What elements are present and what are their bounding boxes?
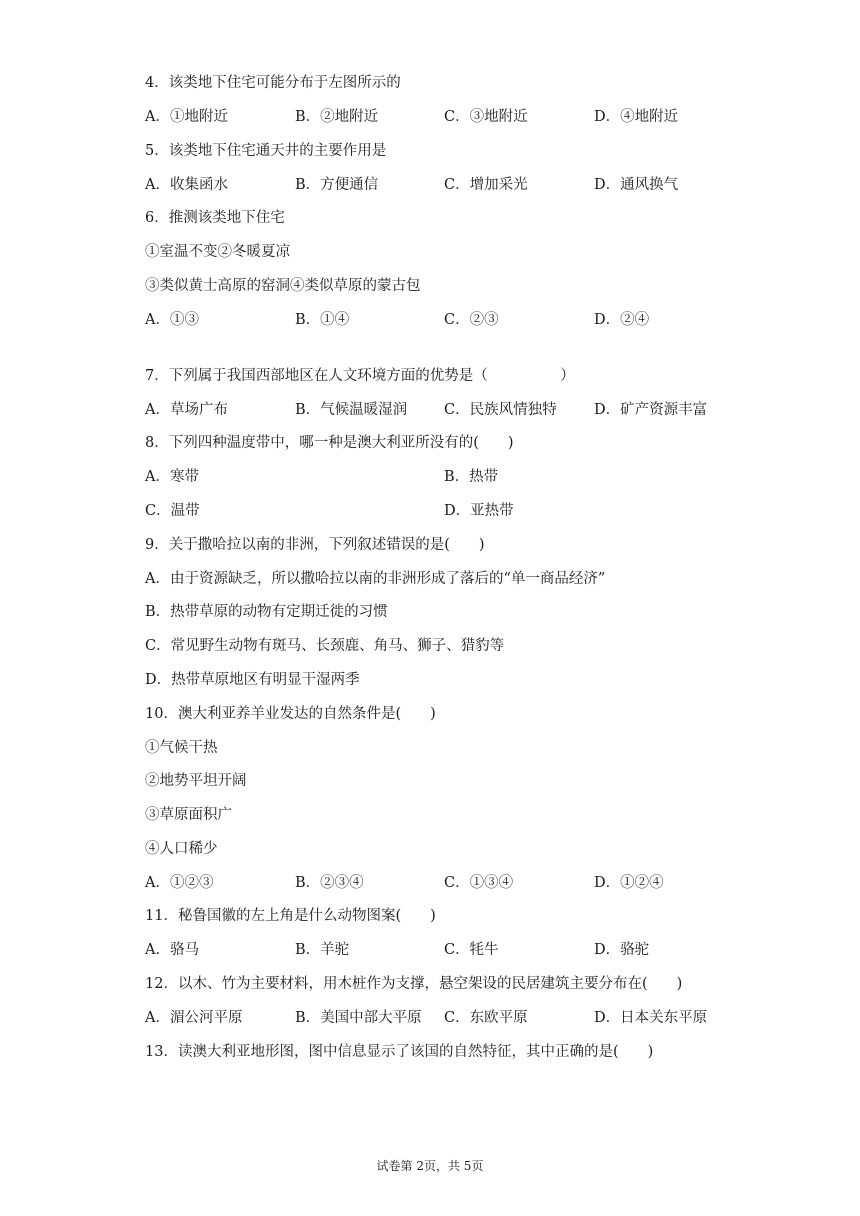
option-d: D．②④: [594, 312, 650, 328]
statement-item: ③草原面积广: [145, 807, 232, 823]
option-c: C．③地附近: [444, 109, 528, 125]
option-c: C．牦牛: [444, 942, 499, 958]
option-b: B．①④: [295, 312, 350, 328]
option-c: C．民族风情独特: [444, 402, 557, 418]
option-d: D．矿产资源丰富: [594, 402, 708, 418]
question-stem: 7．下列属于我国西部地区在人文环境方面的优势是（ ）: [145, 368, 575, 384]
option-c: C．②③: [444, 312, 499, 328]
option-c: C．常见野生动物有斑马、长颈鹿、角马、狮子、猎豹等: [145, 638, 505, 654]
option-b: B．②地附近: [295, 109, 379, 125]
statement-item: ②地势平坦开阔: [145, 773, 247, 789]
statement-item: ①气候干热: [145, 740, 218, 756]
option-a: A．收集函水: [145, 177, 228, 193]
option-b: B．热带: [444, 469, 499, 485]
question-stem: 5．该类地下住宅通天井的主要作用是: [145, 143, 387, 159]
question-stem: 10．澳大利亚养羊业发达的自然条件是( ): [145, 706, 436, 722]
option-a: A．①地附近: [145, 109, 228, 125]
option-a: A．①②③: [145, 875, 214, 891]
option-a: A．①③: [145, 312, 199, 328]
question-stem: 11．秘鲁国徽的左上角是什么动物图案( ): [145, 908, 436, 924]
option-b: B．美国中部大平原: [295, 1010, 422, 1026]
statement-item: ④人口稀少: [145, 841, 218, 857]
option-d: D．亚热带: [444, 503, 514, 519]
option-a: A．草场广布: [145, 402, 228, 418]
option-c: C．①③④: [444, 875, 514, 891]
option-a: A．湄公河平原: [145, 1010, 243, 1026]
question-stem: 6．推测该类地下住宅: [145, 210, 285, 226]
option-a: A．由于资源缺乏，所以撒哈拉以南的非洲形成了落后的“单一商品经济”: [145, 571, 606, 587]
question-stem: 9．关于撒哈拉以南的非洲，下列叙述错误的是( ): [145, 537, 485, 553]
option-b: B．羊驼: [295, 942, 350, 958]
option-d: D．④地附近: [594, 109, 679, 125]
question-stem: 8．下列四种温度带中，哪一种是澳大利亚所没有的( ): [145, 435, 514, 451]
option-d: D．热带草原地区有明显干湿两季: [145, 672, 360, 688]
option-b: B．②③④: [295, 875, 364, 891]
option-d: D．①②④: [594, 875, 664, 891]
option-c: C．温带: [145, 503, 200, 519]
option-a: A．寒带: [145, 469, 199, 485]
question-stem: 13．读澳大利亚地形图，图中信息显示了该国的自然特征，其中正确的是( ): [145, 1044, 654, 1060]
option-b: B．方便通信: [295, 177, 379, 193]
option-b: B．热带草原的动物有定期迁徙的习惯: [145, 604, 388, 620]
question-stem: 4．该类地下住宅可能分布于左图所示的: [145, 75, 401, 91]
option-d: D．骆驼: [594, 942, 650, 958]
statement-item: ③类似黄士高原的窑洞④类似草原的蒙古包: [145, 278, 421, 294]
page-footer: 试卷第 2页，共 5页: [376, 1159, 484, 1173]
statement-item: ①室温不变②冬暖夏凉: [145, 244, 290, 260]
option-c: C．增加采光: [444, 177, 528, 193]
option-b: B．气候温暖湿润: [295, 402, 408, 418]
option-d: D．通风换气: [594, 177, 679, 193]
option-c: C．东欧平原: [444, 1010, 528, 1026]
question-stem: 12．以木、竹为主要材料，用木桩作为支撑，悬空架设的民居建筑主要分布在( ): [145, 976, 683, 992]
option-a: A．骆马: [145, 942, 199, 958]
option-d: D．日本关东平原: [594, 1010, 708, 1026]
